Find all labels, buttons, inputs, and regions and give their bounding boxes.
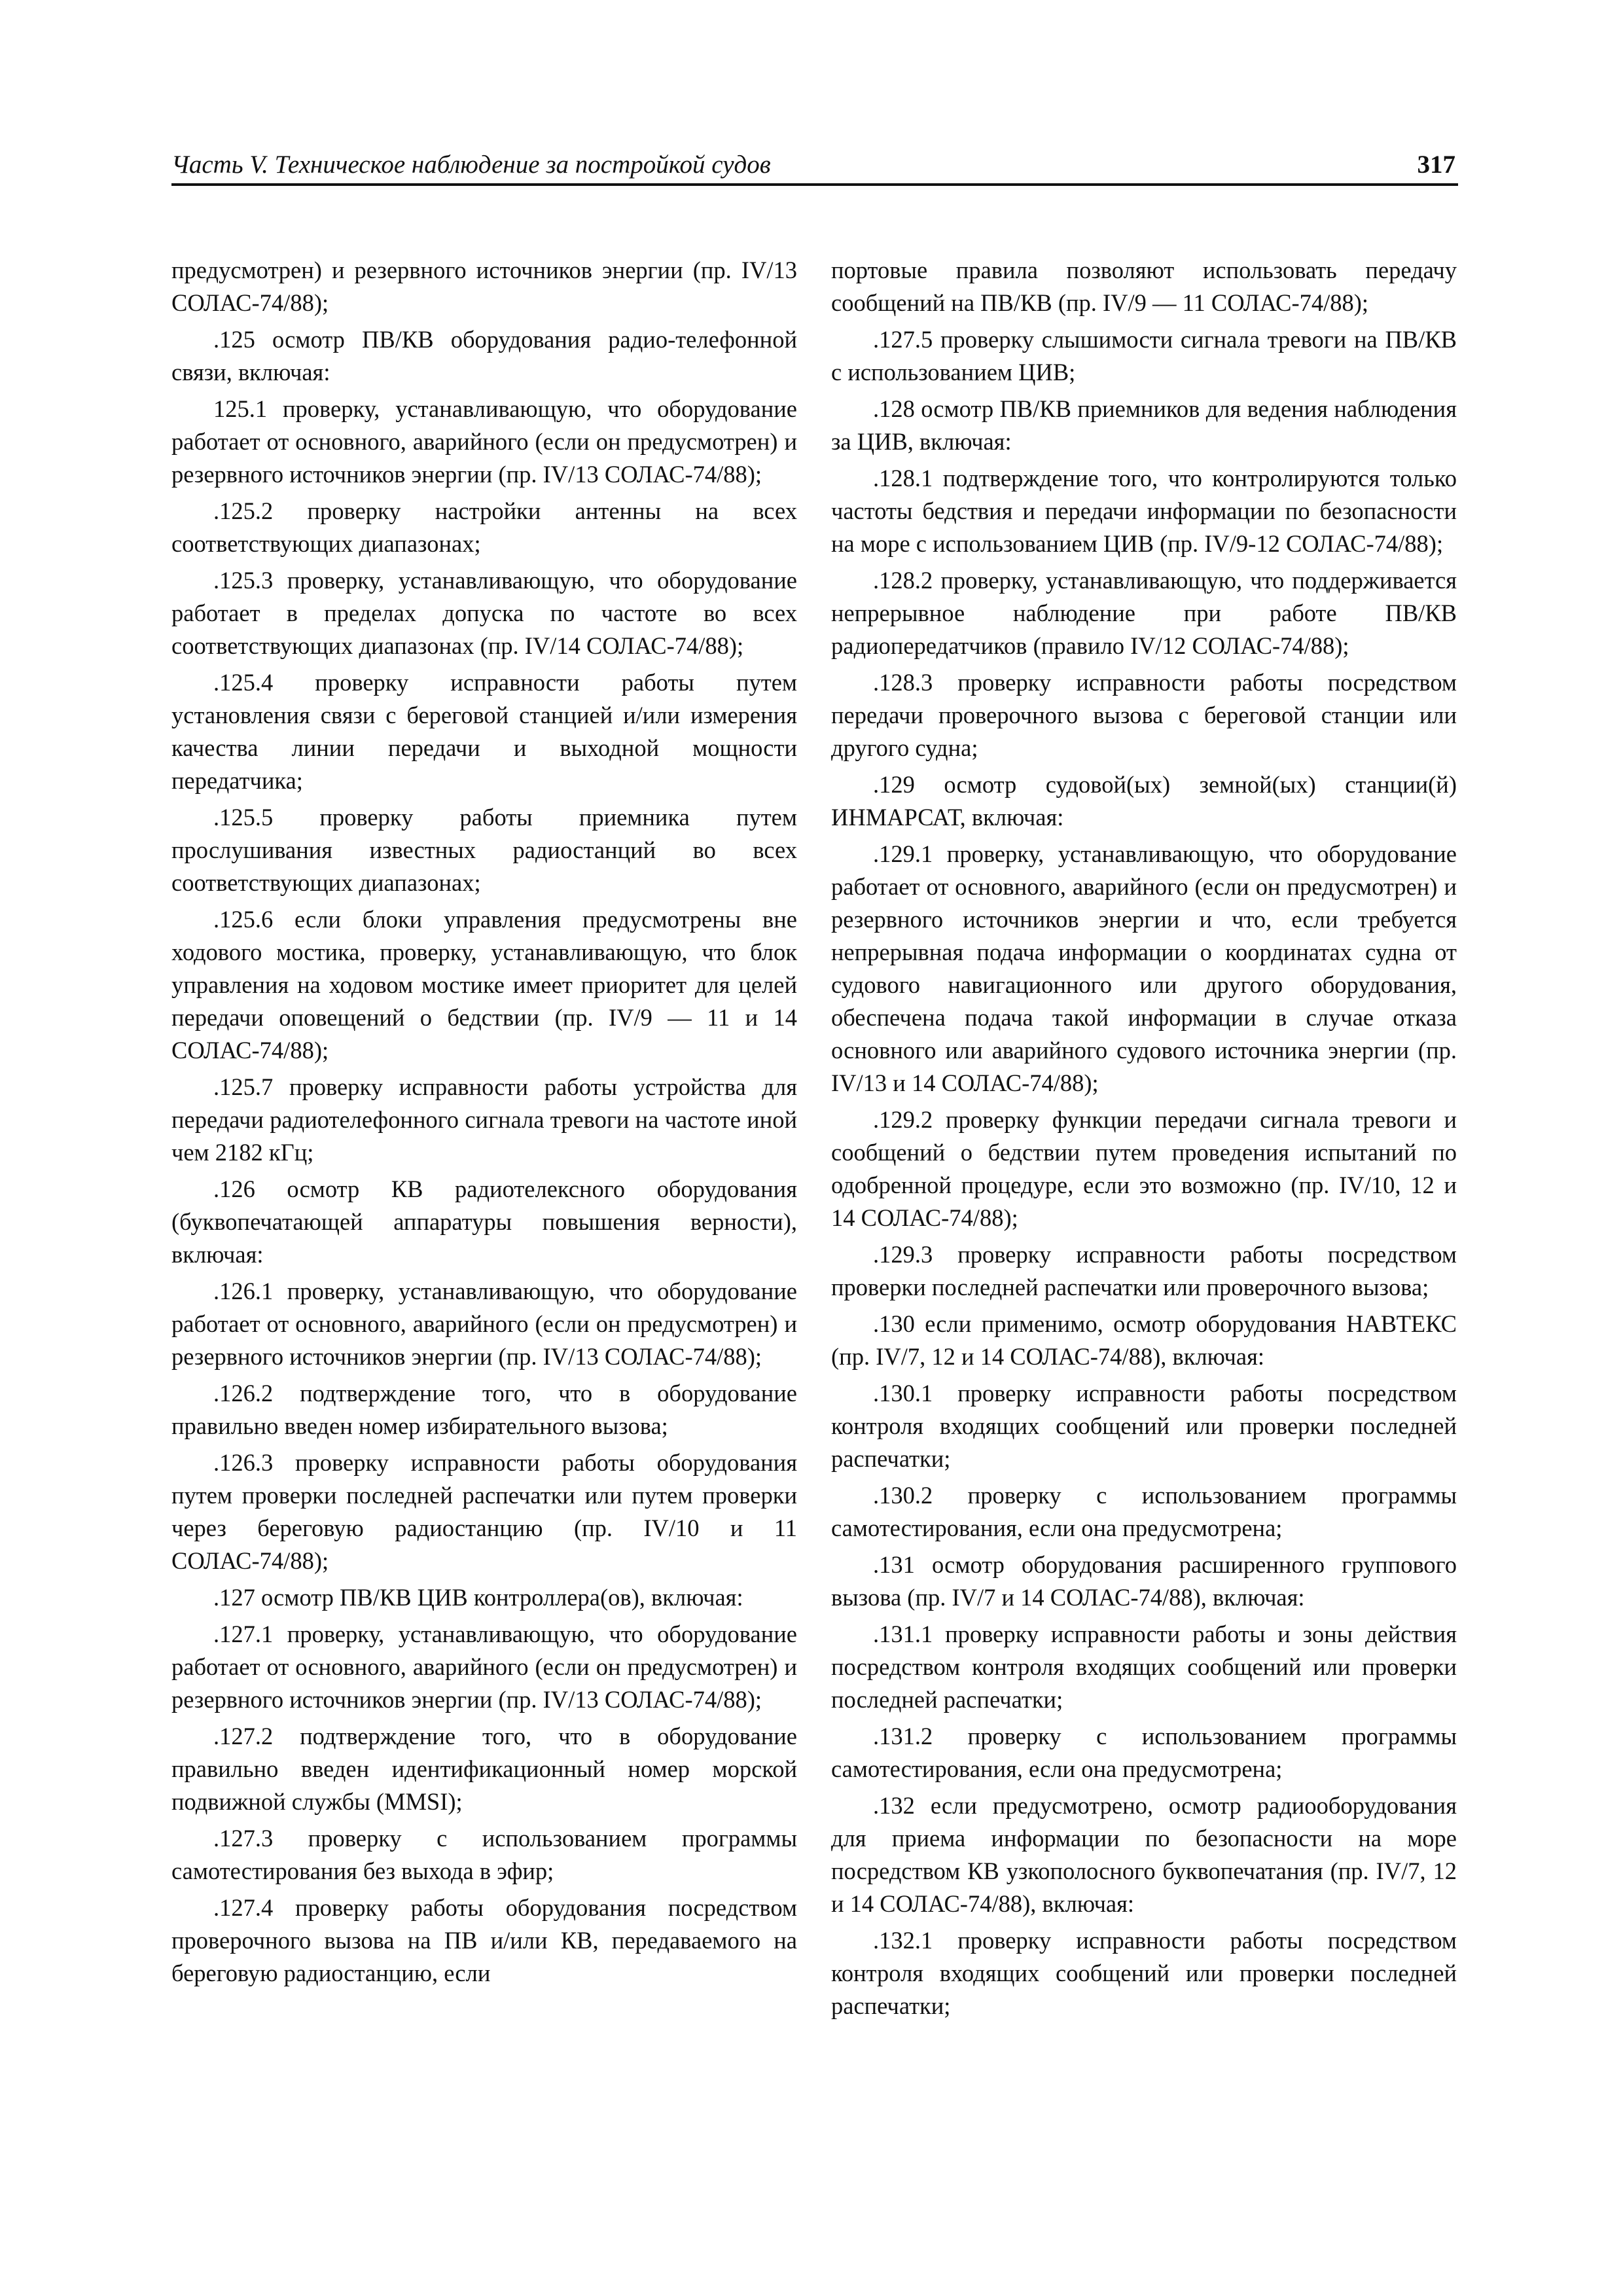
- paragraph: .131.2 проверку с использованием программы самотестирования, если она предусмотрена;: [831, 1723, 1457, 1782]
- paragraph: .125.6 если блоки управления предусмотрены вне ходового мостика, проверку, устанавливающую, что блок управления на ходовом мостике имеет приоритет для целей передачи оповещений о бедствии (пр. IV/9 — 11 и 14 СОЛАС-74/88);: [171, 906, 797, 1064]
- paragraph: .128.2 проверку, устанавливающую, что поддерживается непрерывное наблюдение при работе ПВ/КВ радиопередатчиков (правило IV/12 СОЛАС-74/88);: [831, 567, 1457, 659]
- paragraph: .128.1 подтверждение того, что контролируются только частоты бедствия и передачи информации по безопасности на море с использованием ЦИВ (пр. IV/9-12 СОЛАС-74/88);: [831, 465, 1457, 557]
- paragraph: .126 осмотр КВ радиотелексного оборудования (буквопечатающей аппаратуры повышения верности), включая:: [171, 1175, 797, 1268]
- paragraph: .125.7 проверку исправности работы устройства для передачи радиотелефонного сигнала тревоги на частоте иной чем 2182 кГц;: [171, 1073, 797, 1166]
- paragraph: .125.2 проверку настройки антенны на всех соответствующих диапазонах;: [171, 497, 797, 557]
- paragraph: .125 осмотр ПВ/КВ оборудования радио-телефонной связи, включая:: [171, 326, 797, 386]
- paragraph: .130.1 проверку исправности работы посредством контроля входящих сообщений или проверки последней распечатки;: [831, 1380, 1457, 1472]
- paragraph: .125.5 проверку работы приемника путем прослушивания известных радиостанций во всех соответствующих диапазонах;: [171, 804, 797, 896]
- paragraph: .130 если применимо, осмотр оборудования НАВТЕКС (пр. IV/7, 12 и 14 СОЛАС-74/88), включая:: [831, 1310, 1457, 1370]
- paragraph: .130.2 проверку с использованием программы самотестирования, если она предусмотрена;: [831, 1482, 1457, 1541]
- paragraph: .128.3 проверку исправности работы посредством передачи проверочного вызова с береговой станции или другого судна;: [831, 669, 1457, 761]
- paragraph: .127.3 проверку с использованием программы самотестирования без выхода в эфир;: [171, 1825, 797, 1884]
- paragraph: .129.3 проверку исправности работы посредством проверки последней распечатки или проверочного вызова;: [831, 1241, 1457, 1300]
- paragraph: .132.1 проверку исправности работы посредством контроля входящих сообщений или проверки последней распечатки;: [831, 1927, 1457, 2019]
- paragraph: .127.5 проверку слышимости сигнала тревоги на ПВ/КВ с использованием ЦИВ;: [831, 326, 1457, 386]
- paragraph: предусмотрен) и резервного источников энергии (пр. IV/13 СОЛАС-74/88);: [171, 257, 797, 316]
- paragraph: .128 осмотр ПВ/КВ приемников для ведения наблюдения за ЦИВ, включая:: [831, 395, 1457, 455]
- paragraph: портовые правила позволяют использовать передачу сообщений на ПВ/КВ (пр. IV/9 — 11 СОЛАС-74/88);: [831, 257, 1457, 316]
- paragraph: .127.4 проверку работы оборудования посредством проверочного вызова на ПВ и/или КВ, передаваемого на береговую радиостанцию, если: [171, 1894, 797, 1986]
- right-column: [831, 254, 1457, 2026]
- paragraph: .127.2 подтверждение того, что в оборудование правильно введен идентификационный номер морской подвижной службы (MMSI);: [171, 1723, 797, 1815]
- paragraph: .127.1 проверку, устанавливающую, что оборудование работает от основного, аварийного (если он предусмотрен) и резервного источников энергии (пр. IV/13 СОЛАС-74/88);: [171, 1621, 797, 1713]
- paragraph: .131.1 проверку исправности работы и зоны действия посредством контроля входящих сообщений или проверки последней распечатки;: [831, 1621, 1457, 1713]
- paragraph: .132 если предусмотрено, осмотр радиооборудования для приема информации по безопасности на море посредством КВ узкополосного буквопечатания (пр. IV/7, 12 и 14 СОЛАС-74/88), включая:: [831, 1792, 1457, 1917]
- paragraph: .131 осмотр оборудования расширенного группового вызова (пр. IV/7 и 14 СОЛАС-74/88), включая:: [831, 1551, 1457, 1611]
- paragraph: .127 осмотр ПВ/КВ ЦИВ контроллера(ов), включая:: [213, 1584, 743, 1611]
- paragraph: .126.2 подтверждение того, что в оборудование правильно введен номер избирательного вызова;: [171, 1380, 797, 1439]
- paragraph: .129.2 проверку функции передачи сигнала тревоги и сообщений о бедствии путем проведения испытаний по одобренной процедуре, если это возможно (пр. IV/10, 12 и 14 СОЛАС-74/88);: [831, 1106, 1457, 1231]
- paragraph: .125.4 проверку исправности работы путем установления связи с береговой станцией и/или измерения качества линии передачи и выходной мощности передатчика;: [171, 669, 797, 794]
- paragraph: 125.1 проверку, устанавливающую, что оборудование работает от основного, аварийного (если он предусмотрен) и резервного источников энергии (пр. IV/13 СОЛАС-74/88);: [171, 395, 797, 488]
- paragraph: .126.3 проверку исправности работы оборудования путем проверки последней распечатки или путем проверки через береговую радиостанцию (пр. IV/10 и 11 СОЛАС-74/88);: [171, 1449, 797, 1574]
- paragraph: .129 осмотр судовой(ых) земной(ых) станции(й) ИНМАРСАТ, включая:: [831, 771, 1457, 831]
- page-number: 317: [1417, 151, 1455, 179]
- paragraph: .125.3 проверку, устанавливающую, что оборудование работает в пределах допуска по частоте во всех соответствующих диапазонах (пр. IV/14 СОЛАС-74/88);: [171, 567, 797, 659]
- running-title: Часть V. Техническое наблюдение за постройкой судов: [171, 151, 771, 179]
- paragraph: .129.1 проверку, устанавливающую, что оборудование работает от основного, аварийного (если он предусмотрен) и резервного источников энергии и что, если требуется непрерывная подача информации о координатах судна от судового навигационного или другого оборудования, обеспечена подача такой информации в случае отказа основного или аварийного судового источника энергии (пр. IV/13 и 14 СОЛАС-74/88);: [831, 840, 1457, 1096]
- page-header: [171, 144, 1458, 186]
- left-column: [171, 254, 797, 1994]
- paragraph: .126.1 проверку, устанавливающую, что оборудование работает от основного, аварийного (если он предусмотрен) и резервного источников энергии (пр. IV/13 СОЛАС-74/88);: [171, 1278, 797, 1370]
